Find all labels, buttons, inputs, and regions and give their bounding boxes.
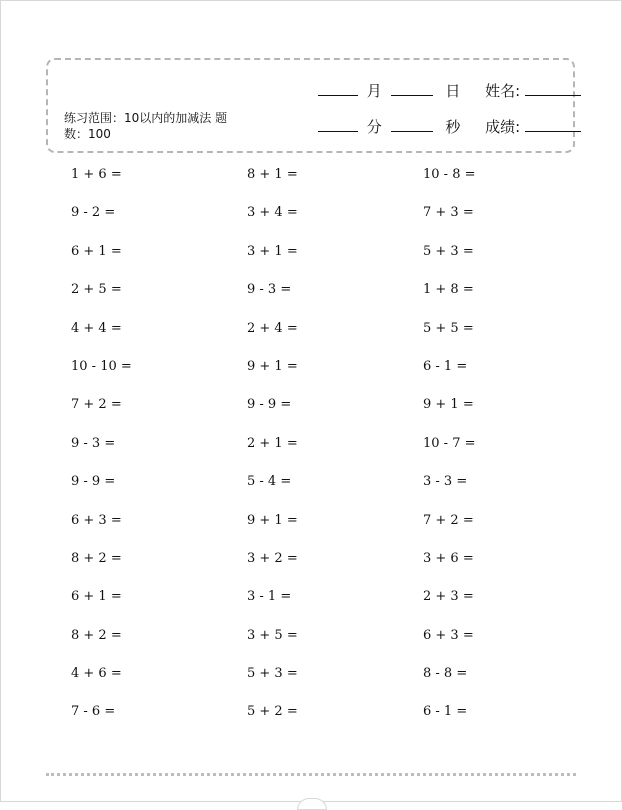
- math-problem: 8 - 8 =: [423, 666, 468, 682]
- math-problem: 10 - 10 =: [71, 358, 132, 374]
- math-problem: 5 - 4 =: [247, 474, 292, 490]
- date-name-row: [318, 80, 581, 102]
- math-problem: 3 + 5 =: [247, 627, 298, 643]
- math-problem: 8 + 2 =: [71, 627, 122, 643]
- math-problem: 3 + 1 =: [247, 243, 298, 259]
- math-problem: 3 + 2 =: [247, 550, 298, 566]
- math-problem: 8 + 1 =: [247, 167, 298, 182]
- time-score-row: [318, 116, 581, 138]
- math-problem: 1 + 6 =: [71, 167, 122, 182]
- math-problem: 7 + 3 =: [423, 205, 474, 221]
- math-problem: 4 + 6 =: [71, 666, 122, 682]
- math-problem: 9 - 9 =: [247, 397, 292, 413]
- math-problem: 8 + 2 =: [71, 550, 122, 566]
- math-problem: 3 + 6 =: [423, 550, 474, 566]
- math-problem: 5 + 3 =: [423, 243, 474, 259]
- math-problem: 10 - 7 =: [423, 435, 476, 451]
- math-problem: 5 + 5 =: [423, 320, 474, 336]
- math-problem: 7 + 2 =: [71, 397, 122, 413]
- math-problem: 9 - 2 =: [71, 205, 116, 221]
- problem-grid: [71, 164, 591, 740]
- math-problem: 2 + 1 =: [247, 435, 298, 451]
- name-blank: [525, 81, 581, 96]
- math-problem: 9 - 3 =: [71, 435, 116, 451]
- math-problem: 10 - 8 =: [423, 167, 476, 182]
- math-problem: 3 - 3 =: [423, 474, 468, 490]
- math-problem: 9 + 1 =: [247, 358, 298, 374]
- name-label: 姓名:: [485, 82, 521, 100]
- math-problem: 5 + 2 =: [247, 704, 298, 720]
- math-problem: 9 - 3 =: [247, 282, 292, 298]
- page-tab: [297, 798, 327, 810]
- math-problem: 6 + 1 =: [71, 243, 122, 259]
- math-problem: 9 + 1 =: [247, 512, 298, 528]
- month-label: 月: [366, 82, 382, 100]
- score-blank: [525, 117, 581, 132]
- header-box: [46, 58, 575, 153]
- math-problem: 9 + 1 =: [423, 397, 474, 413]
- math-problem: 6 + 3 =: [71, 512, 122, 528]
- math-problem: 7 + 2 =: [423, 512, 474, 528]
- month-blank: [318, 81, 358, 96]
- minute-blank: [318, 117, 358, 132]
- score-label: 成绩:: [485, 118, 521, 136]
- math-problem: 2 + 5 =: [71, 282, 122, 298]
- day-blank: [391, 81, 433, 96]
- math-problem: 6 + 1 =: [71, 589, 122, 605]
- math-problem: 6 - 1 =: [423, 358, 468, 374]
- second-blank: [391, 117, 433, 132]
- math-problem: 2 + 3 =: [423, 589, 474, 605]
- math-problem: 2 + 4 =: [247, 320, 298, 336]
- math-problem: 9 - 9 =: [71, 474, 116, 490]
- footer-dotted-line: [46, 773, 576, 776]
- day-label: 日: [445, 82, 461, 100]
- second-label: 秒: [445, 118, 461, 136]
- minute-label: 分: [366, 118, 382, 136]
- math-problem: 5 + 3 =: [247, 666, 298, 682]
- math-problem: 6 + 3 =: [423, 627, 474, 643]
- math-problem: 3 + 4 =: [247, 205, 298, 221]
- math-problem: 7 - 6 =: [71, 704, 116, 720]
- math-problem: 6 - 1 =: [423, 704, 468, 720]
- practice-scope: 练习范围：10以内的加减法 题数：100: [64, 111, 228, 141]
- math-problem: 4 + 4 =: [71, 320, 122, 336]
- math-problem: 3 - 1 =: [247, 589, 292, 605]
- math-problem: 1 + 8 =: [423, 282, 474, 298]
